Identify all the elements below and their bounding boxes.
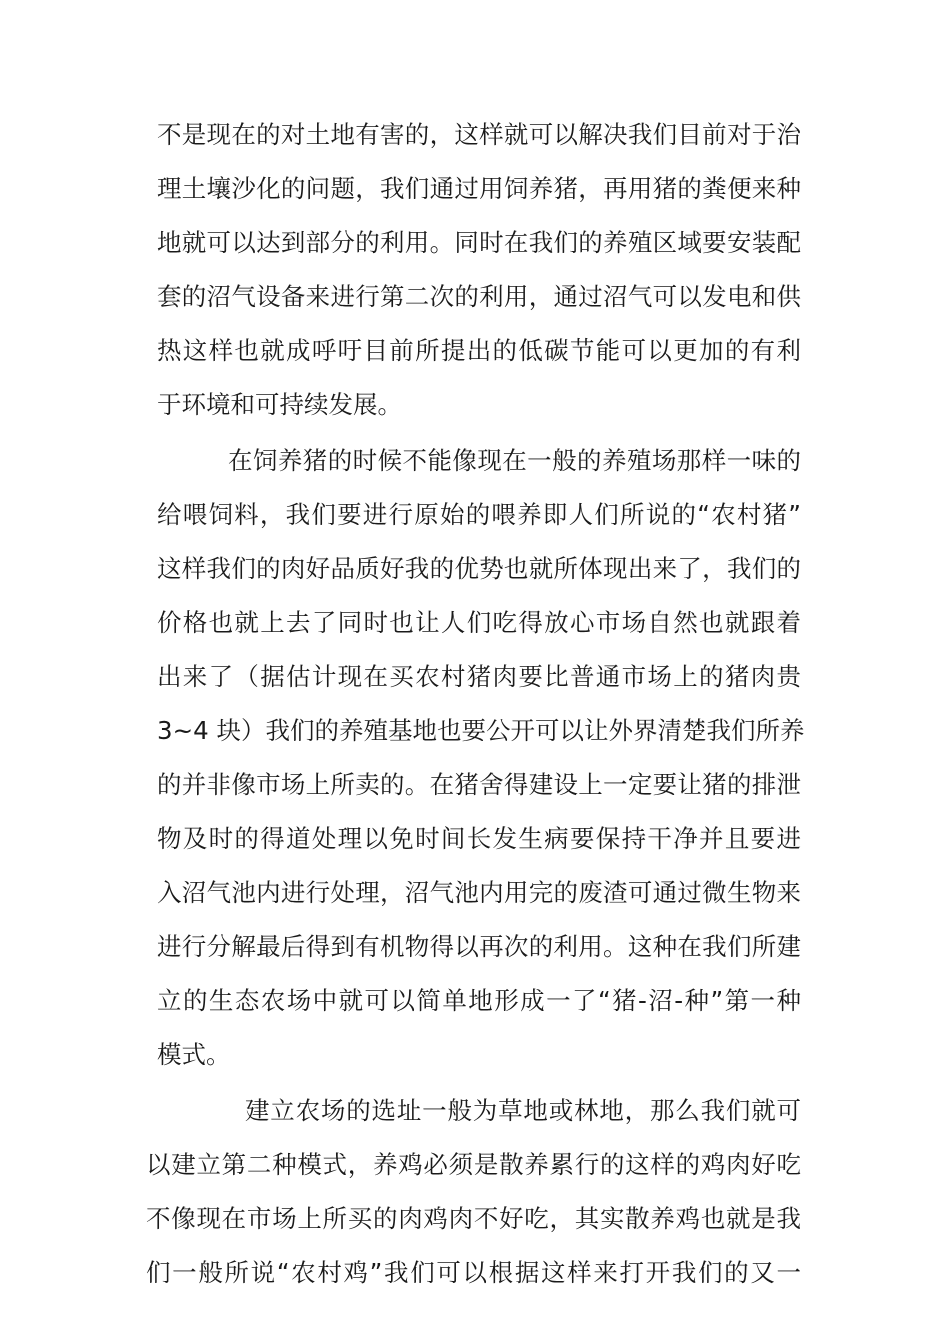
paragraph-2-line-10: 进行分解最后得到有机物得以再次的利用。这种在我们所建 bbox=[157, 932, 801, 961]
paragraph-3-line-2: 以建立第二种模式，养鸡必须是散养累行的这样的鸡肉好吃 bbox=[146, 1150, 801, 1179]
paragraph-2-line-1: 在饲养猪的时候不能像现在一般的养殖场那样一味的 bbox=[228, 446, 801, 475]
paragraph-2-line-12: 模式。 bbox=[157, 1040, 231, 1069]
paragraph-2-line-9: 入沼气池内进行处理，沼气池内用完的废渣可通过微生物来 bbox=[157, 878, 801, 907]
paragraph-1-line-2: 理土壤沙化的问题，我们通过用饲养猪，再用猪的粪便来种 bbox=[157, 174, 801, 203]
paragraph-2-line-5: 出来了（据估计现在买农村猪肉要比普通市场上的猪肉贵 bbox=[157, 662, 801, 691]
paragraph-2-line-2: 给喂饲料，我们要进行原始的喂养即人们所说的“农村猪” bbox=[157, 500, 801, 529]
paragraph-2-line-8: 物及时的得道处理以免时间长发生病要保持干净并且要进 bbox=[157, 824, 801, 853]
paragraph-1-line-6: 于环境和可持续发展。 bbox=[157, 390, 402, 419]
paragraph-2-line-7: 的并非像市场上所卖的。在猪舍得建设上一定要让猪的排泄 bbox=[157, 770, 801, 799]
paragraph-3-line-3: 不像现在市场上所买的肉鸡肉不好吃，其实散养鸡也就是我 bbox=[146, 1204, 801, 1233]
paragraph-1-line-3: 地就可以达到部分的利用。同时在我们的养殖区域要安装配 bbox=[157, 228, 801, 257]
paragraph-3-line-4: 们一般所说“农村鸡”我们可以根据这样来打开我们的又一 bbox=[146, 1258, 801, 1287]
paragraph-1-line-1: 不是现在的对土地有害的，这样就可以解决我们目前对于治 bbox=[157, 120, 801, 149]
paragraph-1-line-4: 套的沼气设备来进行第二次的利用，通过沼气可以发电和供 bbox=[157, 282, 801, 311]
paragraph-3-line-1: 建立农场的选址一般为草地或林地，那么我们就可 bbox=[245, 1096, 801, 1125]
paragraph-1-line-5: 热这样也就成呼吁目前所提出的低碳节能可以更加的有利 bbox=[157, 336, 801, 365]
paragraph-2-line-11: 立的生态农场中就可以简单地形成一了“猪-沼-种”第一种 bbox=[157, 986, 801, 1015]
paragraph-2-line-6: 3~4 块）我们的养殖基地也要公开可以让外界清楚我们所养 bbox=[157, 716, 805, 745]
paragraph-2-line-3: 这样我们的肉好品质好我的优势也就所体现出来了，我们的 bbox=[157, 554, 801, 583]
paragraph-2-line-4: 价格也就上去了同时也让人们吃得放心市场自然也就跟着 bbox=[157, 608, 801, 637]
